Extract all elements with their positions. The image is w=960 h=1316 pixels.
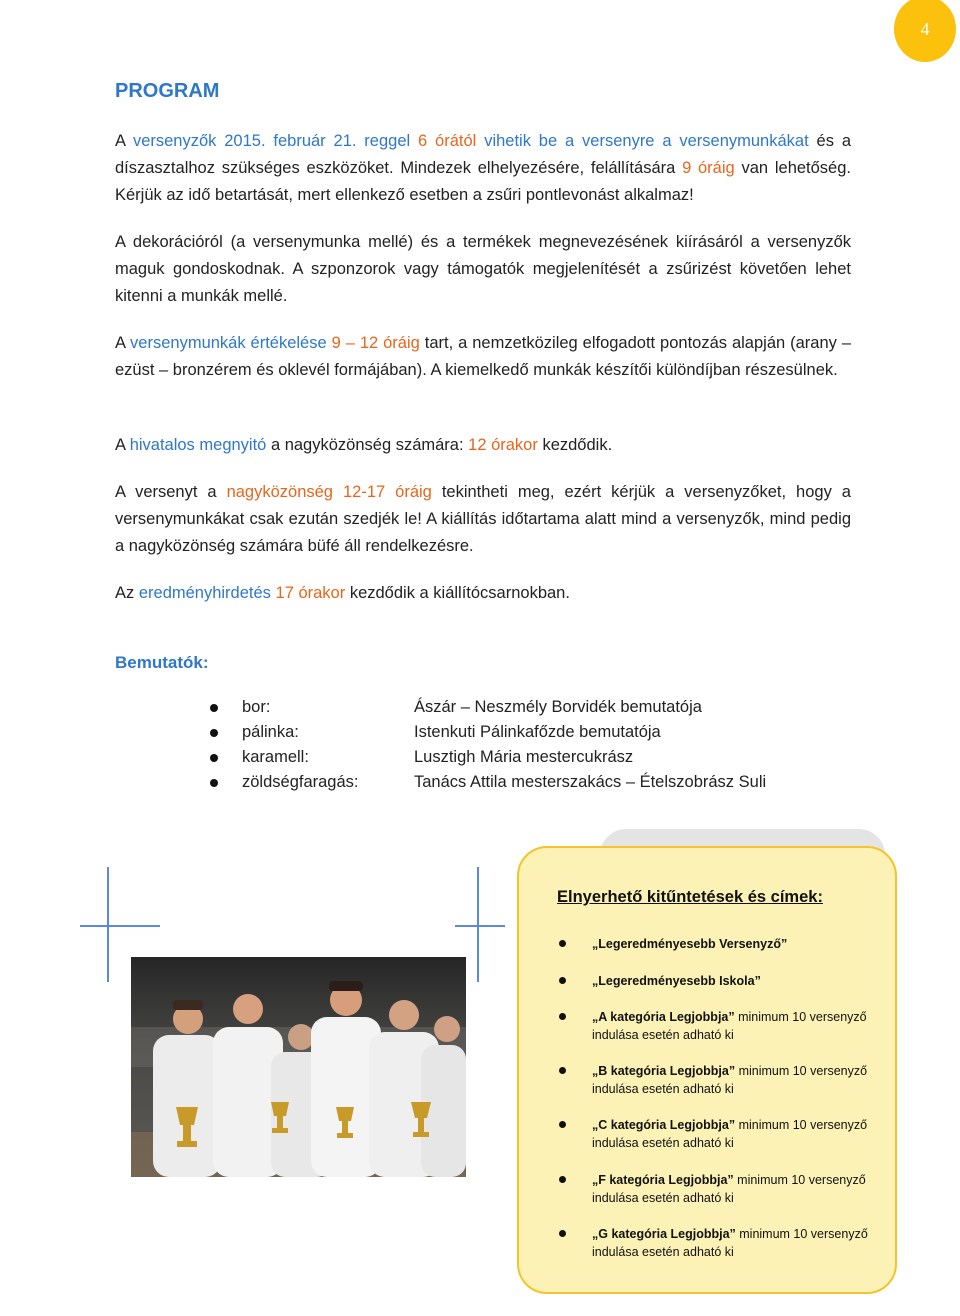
- award-title: „G kategória Legjobbja”: [592, 1227, 736, 1241]
- text: a nagyközönség számára:: [266, 436, 469, 454]
- chefs-photo: [131, 957, 466, 1177]
- text: tekintheti meg, ezért kérjük a versenyzőket, hogy a versenymunkákat csak ezután szedjék le! A kiállítás időtartama alatt mind a versenyzők, mind pedig a nagyközönség számára büfé áll rendelkezésre.: [115, 483, 851, 555]
- text: A: [115, 436, 130, 454]
- highlight-time: 9 óráig: [682, 159, 735, 177]
- bemutato-value: Istenkuti Pálinkafőzde bemutatója: [414, 723, 661, 741]
- text: A: [115, 334, 131, 352]
- bemutato-item: [210, 695, 830, 720]
- bullet-icon: [559, 1013, 566, 1020]
- paragraph-drop-off: [115, 128, 851, 209]
- paragraph-judging: [115, 330, 851, 384]
- award-title: „A kategória Legjobbja”: [592, 1010, 735, 1024]
- chefs-with-trophies-image: [131, 957, 466, 1177]
- bullet-icon: [210, 779, 218, 787]
- text: A: [115, 132, 133, 150]
- bullet-icon: [559, 1176, 566, 1183]
- bemutato-label: bor:: [242, 698, 271, 716]
- paragraph-visiting: [115, 479, 851, 560]
- paragraph-results: [115, 580, 851, 607]
- bemutato-value: Lusztigh Mária mestercukrász: [414, 748, 634, 766]
- bemutato-label: pálinka:: [242, 723, 299, 741]
- bemutato-item: [210, 745, 830, 770]
- decor-line: [80, 925, 160, 927]
- award-title: „F kategória Legjobbja”: [592, 1173, 734, 1187]
- page-title: PROGRAM: [115, 80, 220, 102]
- highlight-time: 17 órakor: [275, 584, 346, 602]
- text: kezdődik a kiállítócsarnokban.: [345, 584, 570, 602]
- bemutato-label: karamell:: [242, 748, 309, 766]
- award-title: „B kategória Legjobbja”: [592, 1064, 736, 1078]
- highlight-text: versenymunkák értékelése: [130, 334, 327, 352]
- highlight-time: 6 órától: [418, 132, 477, 150]
- bullet-icon: [559, 1067, 566, 1074]
- decor-line: [455, 925, 505, 927]
- highlight-text: hivatalos megnyitó: [129, 436, 267, 454]
- bemutato-value: Tanács Attila mesterszakács – Ételszobrász Suli: [414, 773, 767, 791]
- bullet-icon: [210, 729, 218, 737]
- text: Az: [115, 584, 139, 602]
- highlight-time: 12 órakor: [468, 436, 538, 454]
- bullet-icon: [210, 754, 218, 762]
- text: [333, 483, 343, 501]
- highlight-text: versenyzők 2015. február 21. reggel: [132, 132, 419, 150]
- highlight-time: 12-17 óráig: [342, 483, 432, 501]
- bemutato-item: [210, 720, 830, 745]
- highlight-text: nagyközönség: [226, 483, 333, 501]
- highlight-time: 9 – 12 óráig: [331, 334, 420, 352]
- award-condition: minimum 10 versenyző indulása esetén adható ki: [592, 1010, 867, 1042]
- text: kezdődik.: [537, 436, 613, 454]
- paragraph-opening: [115, 432, 851, 459]
- awards-heading: Elnyerhető kitűntetések és címek:: [557, 888, 823, 906]
- page-number-badge: [894, 0, 956, 62]
- award-title: „C kategória Legjobbja”: [592, 1118, 736, 1132]
- bullet-icon: [210, 704, 218, 712]
- award-title: „Legeredményesebb Versenyző”: [592, 937, 788, 951]
- award-condition: minimum 10 versenyző indulása esetén adható ki: [592, 1227, 868, 1259]
- bemutato-item: [210, 770, 830, 795]
- award-condition: minimum 10 versenyző indulása esetén adható ki: [592, 1118, 868, 1150]
- text: és a díszasztalhoz szükséges eszközöket. Mindezek elhelyezésére, felállítására: [115, 132, 851, 177]
- text: van lehetőség. Kérjük az idő betartását, mert ellenkező esetben a zsűri pontlevonást alkalmaz!: [115, 159, 851, 204]
- text: A versenyt a: [115, 483, 227, 501]
- bullet-icon: [559, 1121, 566, 1128]
- page-number: 4: [920, 18, 930, 39]
- paragraph-decoration: A dekorációról (a versenymunka mellé) és a termékek megnevezésének kiírásáról a versenyzők maguk gondoskodnak. A szponzorok vagy támogatók megjelenítését a zsűrizést követően lehet kitenni a munkák mellé.: [115, 233, 851, 305]
- bemutato-value: Ászár – Neszmély Borvidék bemutatója: [414, 698, 702, 716]
- bullet-icon: [559, 940, 566, 947]
- bullet-icon: [559, 1230, 566, 1237]
- highlight-text: eredményhirdetés: [138, 584, 271, 602]
- bemutato-label: zöldségfaragás:: [242, 773, 359, 791]
- highlight-text: vihetik be a versenyre a versenymunkákat: [476, 132, 809, 150]
- bullet-icon: [559, 977, 566, 984]
- award-title: „Legeredményesebb Iskola”: [592, 974, 761, 988]
- awards-box: [517, 846, 897, 1294]
- text: tart, a nemzetközileg elfogadott pontozás alapján (arany – ezüst – bronzérem és oklevél formájában). A kiemelkedő munkák készítői különdíjban részesülnek.: [115, 334, 851, 379]
- bemutatok-heading: Bemutatók:: [115, 653, 209, 672]
- award-condition: minimum 10 versenyző indulása esetén adható ki: [592, 1064, 868, 1096]
- award-condition: minimum 10 versenyző indulása esetén adható ki: [592, 1173, 866, 1205]
